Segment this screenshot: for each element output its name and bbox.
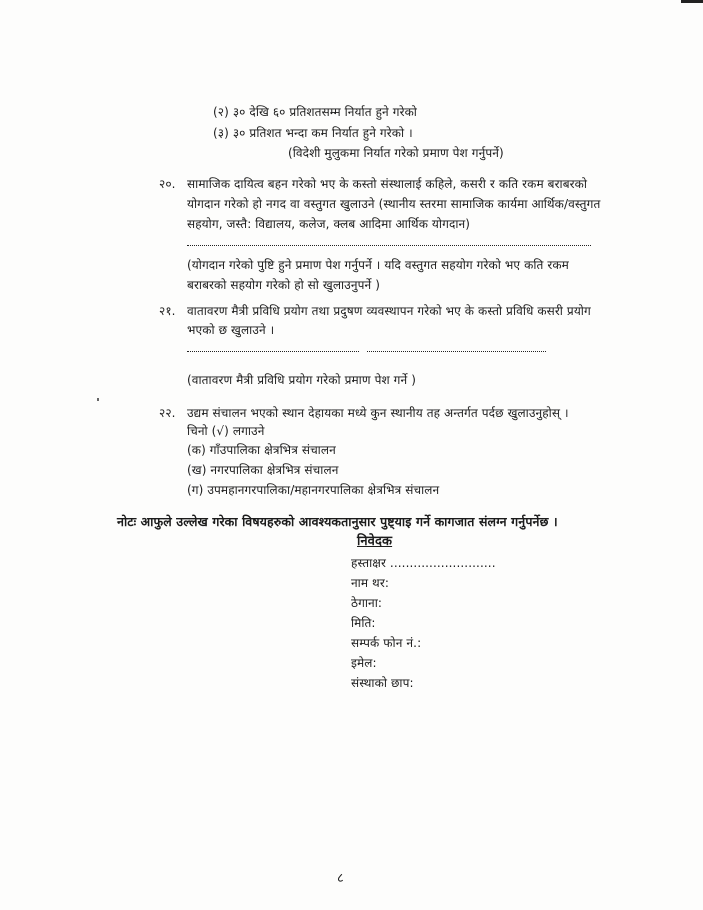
q22-option-rural[interactable]: (क) गाँउपालिका क्षेत्रभित्र संचालन: [187, 443, 336, 457]
document-note: नोटः आफुले उल्लेख गरेका विषयहरुको आवश्यकतानुसार पुष्ट्याइ गर्ने कागजात संलग्न गर्नुपर्नेछ ।: [117, 514, 558, 529]
applicant-stamp: संस्थाको छाप:: [351, 676, 414, 690]
applicant-title: निवेदक: [357, 534, 393, 549]
q20-line-2: योगदान गरेको हो नगद वा वस्तुगत खुलाउने (स्थानीय स्तरमा सामाजिक कार्यमा आर्थिक/वस्तुगत: [187, 197, 601, 211]
applicant-signature: हस्ताक्षर ...........................: [351, 556, 496, 570]
q20-number: २०.: [159, 177, 176, 191]
q21-line-2: भएको छ खुलाउने ।: [187, 323, 275, 337]
q21-answer-line-b[interactable]: [367, 351, 546, 352]
q22-line-1: उद्यम संचालन भएको स्थान देहायका मध्ये कुन स्थानीय तह अन्तर्गत पर्दछ खुलाउनुहोस् ।: [187, 406, 569, 420]
q21-answer-line-a[interactable]: [187, 351, 359, 352]
export-item-3: (३) ३० प्रतिशत भन्दा कम निर्यात हुने गरेको ।: [213, 126, 413, 140]
applicant-date: मिति:: [351, 616, 376, 630]
q22-number: २२.: [159, 406, 176, 420]
q22-line-2: चिनो (√) लगाउने: [187, 424, 265, 438]
applicant-address: ठेगाना:: [351, 596, 383, 610]
export-item-2: (२) ३० देखि ६० प्रतिशतसम्म निर्यात हुने गरेको: [213, 105, 418, 119]
q20-answer-line[interactable]: [187, 245, 591, 246]
q21-line-1: वातावरण मैत्री प्रविधि प्रयोग तथा प्रदुषण व्यवस्थापन गरेको भए के कस्तो प्रविधि कसरी प्रयोग: [187, 304, 591, 318]
q20-line-3: सहयोग, जस्तै: विद्यालय, कलेज, क्लब आदिमा आर्थिक योगदान): [187, 217, 471, 231]
export-proof-note: (विदेशी मुलुकमा निर्यात गरेको प्रमाण पेश गर्नुपर्ने): [288, 146, 504, 160]
applicant-phone: सम्पर्क फोन नं.:: [351, 636, 422, 650]
q20-line-1: सामाजिक दायित्व बहन गरेको भए के कस्तो संस्थालाई कहिले, कसरी र कति रकम बराबरको: [187, 177, 588, 191]
q20-note-1: (योगदान गरेको पुष्टि हुने प्रमाण पेश गर्नुपर्ने । यदि वस्तुगत सहयोग गरेको भए कति रकम: [187, 258, 569, 272]
scan-speck: [97, 398, 99, 401]
q22-option-municipality[interactable]: (ख) नगरपालिका क्षेत्रभित्र संचालन: [187, 463, 339, 477]
q21-note: (वातावरण मैत्री प्रविधि प्रयोग गरेको प्रमाण पेश गर्ने ): [187, 373, 416, 387]
applicant-email: इमेल:: [351, 656, 377, 670]
q21-number: २१.: [159, 304, 176, 318]
q22-option-metropolitan[interactable]: (ग) उपमहानगरपालिका/महानगरपालिका क्षेत्रभित्र संचालन: [187, 483, 440, 497]
page-number: ८: [337, 871, 344, 886]
scan-edge-mark: [681, 0, 703, 3]
applicant-name: नाम थर:: [351, 576, 389, 590]
q20-note-2: बराबरको सहयोग गरेको हो सो खुलाउनुपर्ने ): [187, 278, 380, 292]
